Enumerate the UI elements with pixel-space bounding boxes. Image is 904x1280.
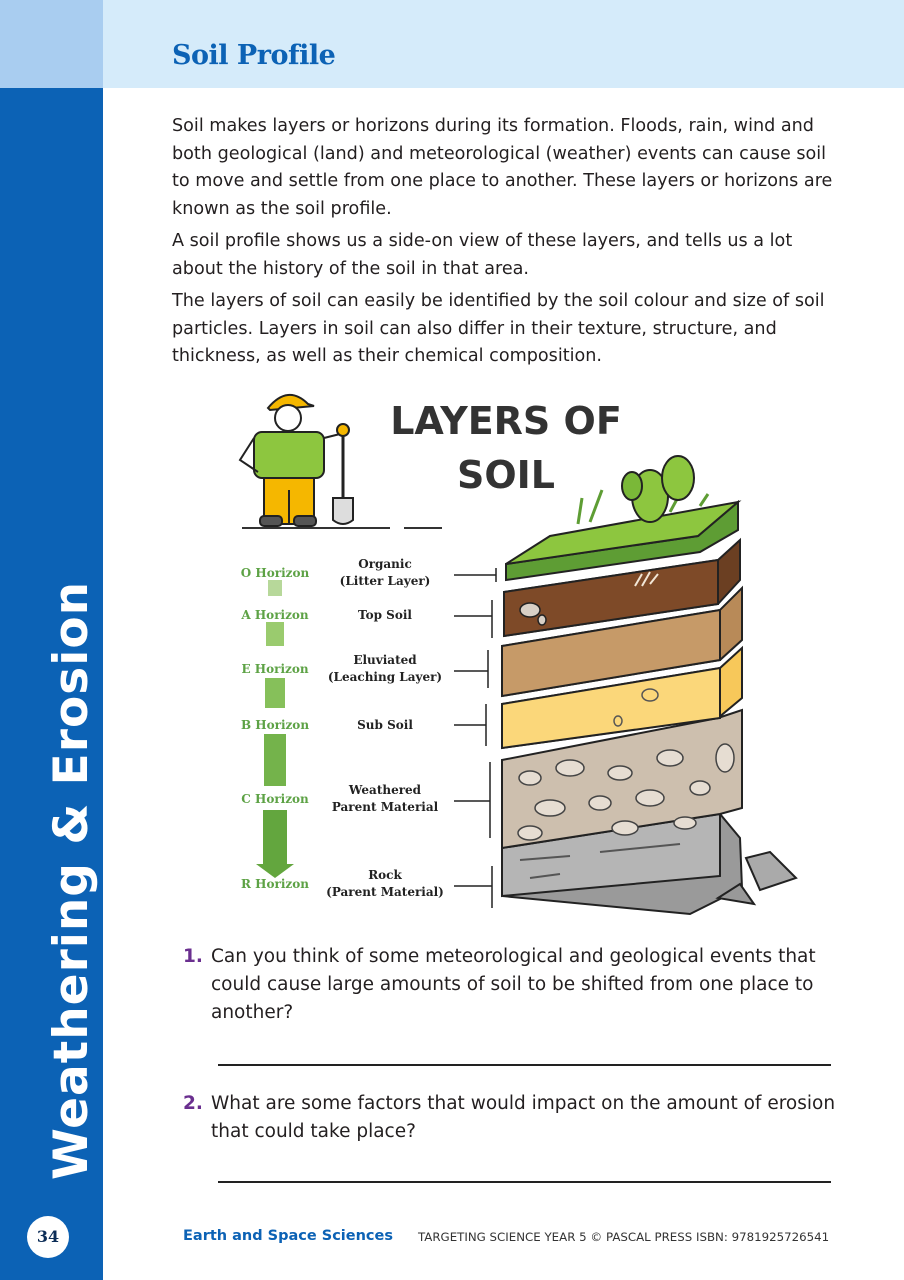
intro-text [172,113,837,376]
question-number: 2. [183,1093,203,1114]
page-title: Soil Profile [172,40,336,71]
horizon-label: B Horizon [240,718,310,732]
diagram-title-line2: SOIL [456,453,556,497]
layer-descriptions [326,557,444,899]
soil-layers-diagram [230,378,800,928]
soil-block [502,456,796,914]
layer-description: Organic [358,557,412,571]
horizon-label: R Horizon [241,877,309,891]
intro-paragraph: A soil profile shows us a side-on view of these layers, and tells us a lot about the history of the soil in that area. [172,231,793,279]
question-text: What are some factors that would impact on the amount of erosion that could take place? [211,1093,836,1142]
horizon-label: A Horizon [241,608,309,622]
answer-line-2[interactable] [218,1181,831,1183]
layer-description: (Leaching Layer) [327,670,443,684]
layer-description: (Parent Material) [326,885,444,899]
horizon-label: E Horizon [241,662,309,676]
layer-description: Weathered [348,783,422,797]
layer-description: Sub Soil [357,718,413,732]
diagram-title-line1: LAYERS OF [390,399,622,443]
horizon-label: O Horizon [240,566,310,580]
layer-description: Top Soil [358,608,412,622]
layer-description: (Litter Layer) [339,574,431,588]
intro-paragraph: The layers of soil can easily be identified by the soil colour and size of soil particles. Layers in soil can also differ in their texture, structure, and thickness, as well as their chemical composition. [172,291,825,366]
question-number: 1. [183,946,203,967]
layer-description: Rock [368,868,402,882]
page-number: 34 [27,1216,69,1258]
sidebar-top-block [0,0,103,88]
footer-subject: Earth and Space Sciences [183,1228,393,1244]
leader-lines [454,568,496,908]
footer-credit: TARGETING SCIENCE YEAR 5 © PASCAL PRESS ISBN: 9781925726541 [418,1230,830,1244]
layer-description: Eluviated [353,653,417,667]
horizon-label: C Horizon [241,792,309,806]
layer-description: Parent Material [331,800,439,814]
question-text: Can you think of some meteorological and geological events that could cause large amounts of soil to be shifted from one place to another? [211,946,816,1023]
section-title: Weathering & Erosion [44,580,99,1180]
answer-line-1[interactable] [218,1064,831,1066]
intro-paragraph: Soil makes layers or horizons during its formation. Floods, rain, wind and both geological (land) and meteorological (weather) events can cause soil to move and settle from one place to another. These layers or horizons are known as the soil profile. [172,116,833,219]
